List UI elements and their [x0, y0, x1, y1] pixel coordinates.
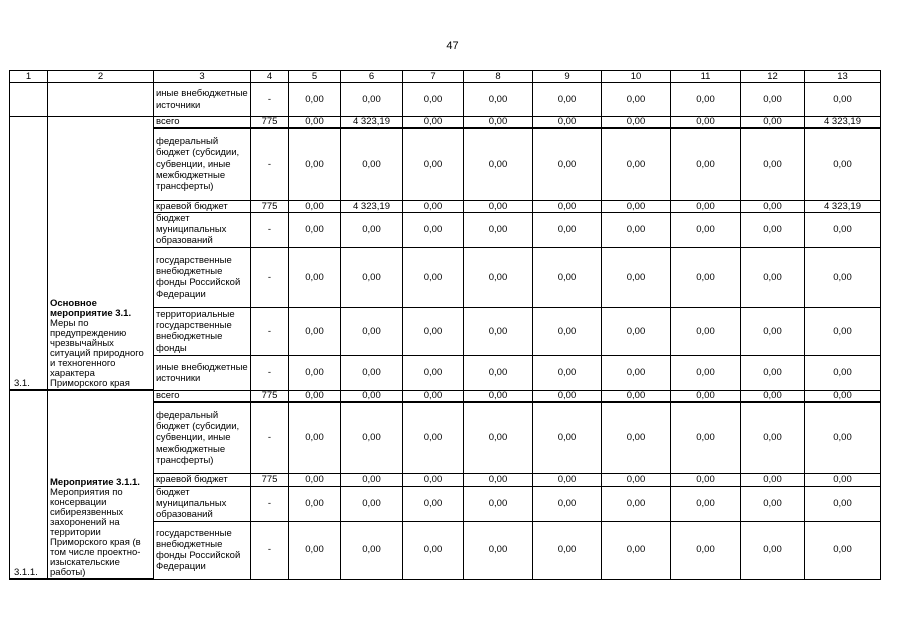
amount-cell: 0,00: [403, 390, 464, 402]
group-description: Мероприятия по консервации сибиреязвенных захоронений на территории Приморского края (в том числе проектно-изыскательские работы): [50, 487, 141, 579]
group-title: Мероприятие 3.1.1.: [50, 477, 140, 489]
amount-cell: 0,00: [341, 247, 403, 307]
amount-cell: 0,00: [403, 128, 464, 200]
amount-cell: 0,00: [289, 117, 341, 129]
amount-cell: 0,00: [671, 212, 741, 247]
amount-cell: 4 323,19: [341, 200, 403, 212]
budget-code: 775: [251, 474, 289, 486]
amount-cell: 0,00: [289, 247, 341, 307]
amount-cell: 0,00: [533, 307, 602, 355]
amount-cell: 0,00: [602, 474, 671, 486]
column-header: 1: [10, 71, 48, 83]
column-header: 11: [671, 71, 741, 83]
amount-cell: 0,00: [341, 83, 403, 117]
budget-code: -: [251, 355, 289, 390]
budget-code: -: [251, 307, 289, 355]
amount-cell: 0,00: [289, 355, 341, 390]
amount-cell: 0,00: [341, 486, 403, 521]
amount-cell: 0,00: [403, 355, 464, 390]
column-header: 12: [741, 71, 805, 83]
amount-cell: 0,00: [805, 486, 881, 521]
amount-cell: 0,00: [341, 474, 403, 486]
budget-code: -: [251, 521, 289, 579]
amount-cell: 0,00: [289, 307, 341, 355]
group-description: Меры по предупреждению чрезвычайных ситуаций природного и техногенного характера Приморского края: [50, 318, 144, 390]
group-name-cell: [48, 117, 154, 391]
amount-cell: 0,00: [289, 474, 341, 486]
column-header: 13: [805, 71, 881, 83]
column-header: 6: [341, 71, 403, 83]
amount-cell: 0,00: [403, 474, 464, 486]
amount-cell: 0,00: [289, 486, 341, 521]
amount-cell: 0,00: [533, 83, 602, 117]
amount-cell: 0,00: [403, 212, 464, 247]
funding-source: федеральный бюджет (субсидии, субвенции, иные межбюджетные трансферты): [154, 128, 251, 200]
amount-cell: 0,00: [805, 355, 881, 390]
budget-code: -: [251, 212, 289, 247]
funding-source: территориальные государственные внебюджетные фонды: [154, 307, 251, 355]
column-header: 3: [154, 71, 251, 83]
amount-cell: 0,00: [741, 486, 805, 521]
column-header: 5: [289, 71, 341, 83]
amount-cell: 0,00: [602, 521, 671, 579]
amount-cell: 0,00: [671, 390, 741, 402]
column-header: 7: [403, 71, 464, 83]
amount-cell: 0,00: [602, 117, 671, 129]
amount-cell: 0,00: [602, 486, 671, 521]
amount-cell: 0,00: [805, 307, 881, 355]
funding-source: государственные внебюджетные фонды Российской Федерации: [154, 521, 251, 579]
amount-cell: 0,00: [341, 355, 403, 390]
column-header: 2: [48, 71, 154, 83]
funding-source: федеральный бюджет (субсидии, субвенции, иные межбюджетные трансферты): [154, 402, 251, 474]
amount-cell: 0,00: [741, 355, 805, 390]
number-cell: [10, 83, 48, 117]
amount-cell: 0,00: [805, 390, 881, 402]
table-row: [10, 390, 881, 402]
amount-cell: 0,00: [464, 83, 533, 117]
amount-cell: 0,00: [464, 128, 533, 200]
amount-cell: 0,00: [464, 247, 533, 307]
amount-cell: 0,00: [602, 402, 671, 474]
amount-cell: 0,00: [533, 117, 602, 129]
amount-cell: 0,00: [602, 83, 671, 117]
amount-cell: 0,00: [671, 474, 741, 486]
column-header: 9: [533, 71, 602, 83]
amount-cell: 0,00: [533, 521, 602, 579]
funding-source: всего: [154, 117, 251, 129]
budget-code: 775: [251, 117, 289, 129]
amount-cell: 0,00: [805, 402, 881, 474]
amount-cell: 0,00: [341, 128, 403, 200]
funding-source: краевой бюджет: [154, 200, 251, 212]
amount-cell: 0,00: [671, 128, 741, 200]
amount-cell: 0,00: [602, 247, 671, 307]
funding-source: всего: [154, 390, 251, 402]
amount-cell: 0,00: [403, 307, 464, 355]
column-header: 4: [251, 71, 289, 83]
amount-cell: 0,00: [464, 390, 533, 402]
amount-cell: 0,00: [741, 247, 805, 307]
amount-cell: 0,00: [289, 390, 341, 402]
amount-cell: 0,00: [741, 474, 805, 486]
amount-cell: 0,00: [464, 521, 533, 579]
amount-cell: 0,00: [741, 212, 805, 247]
group-title: Основное мероприятие 3.1.: [50, 298, 132, 320]
amount-cell: 0,00: [602, 307, 671, 355]
amount-cell: 0,00: [403, 83, 464, 117]
amount-cell: 0,00: [741, 200, 805, 212]
amount-cell: 0,00: [602, 128, 671, 200]
amount-cell: 0,00: [671, 247, 741, 307]
amount-cell: 0,00: [464, 355, 533, 390]
amount-cell: 0,00: [464, 307, 533, 355]
amount-cell: 0,00: [671, 307, 741, 355]
amount-cell: 0,00: [464, 117, 533, 129]
amount-cell: 0,00: [805, 247, 881, 307]
amount-cell: 0,00: [741, 83, 805, 117]
budget-code: 775: [251, 200, 289, 212]
budget-code: -: [251, 486, 289, 521]
funding-source: бюджет муниципальных образований: [154, 212, 251, 247]
amount-cell: 0,00: [403, 247, 464, 307]
amount-cell: 0,00: [805, 83, 881, 117]
amount-cell: 0,00: [403, 521, 464, 579]
amount-cell: 0,00: [403, 402, 464, 474]
amount-cell: 0,00: [403, 486, 464, 521]
amount-cell: 0,00: [602, 390, 671, 402]
amount-cell: 0,00: [533, 247, 602, 307]
amount-cell: 0,00: [341, 402, 403, 474]
amount-cell: 0,00: [289, 200, 341, 212]
group-number: 3.1.1.: [10, 390, 48, 579]
funding-source: иные внебюджетные источники: [154, 83, 251, 117]
amount-cell: 0,00: [533, 474, 602, 486]
amount-cell: 0,00: [464, 486, 533, 521]
amount-cell: 0,00: [464, 402, 533, 474]
table-header-row: [10, 71, 881, 83]
amount-cell: 0,00: [741, 128, 805, 200]
amount-cell: 4 323,19: [805, 200, 881, 212]
amount-cell: 0,00: [741, 307, 805, 355]
amount-cell: 0,00: [741, 521, 805, 579]
column-header: 10: [602, 71, 671, 83]
group-number: 3.1.: [10, 117, 48, 391]
budget-code: -: [251, 83, 289, 117]
funding-source: иные внебюджетные источники: [154, 355, 251, 390]
funding-source: краевой бюджет: [154, 474, 251, 486]
amount-cell: 0,00: [671, 521, 741, 579]
budget-code: -: [251, 247, 289, 307]
amount-cell: 0,00: [403, 200, 464, 212]
amount-cell: 0,00: [671, 200, 741, 212]
amount-cell: 0,00: [341, 390, 403, 402]
budget-code: -: [251, 128, 289, 200]
amount-cell: 0,00: [805, 521, 881, 579]
amount-cell: 0,00: [671, 355, 741, 390]
amount-cell: 0,00: [533, 200, 602, 212]
amount-cell: 0,00: [533, 390, 602, 402]
amount-cell: 0,00: [671, 486, 741, 521]
amount-cell: 0,00: [602, 200, 671, 212]
amount-cell: 0,00: [464, 474, 533, 486]
amount-cell: 0,00: [341, 212, 403, 247]
group-name-cell: [48, 390, 154, 579]
amount-cell: 0,00: [289, 402, 341, 474]
funding-source: бюджет муниципальных образований: [154, 486, 251, 521]
amount-cell: 0,00: [741, 402, 805, 474]
amount-cell: 0,00: [341, 521, 403, 579]
amount-cell: 4 323,19: [341, 117, 403, 129]
amount-cell: 0,00: [533, 128, 602, 200]
amount-cell: 0,00: [671, 402, 741, 474]
table-row: [10, 117, 881, 129]
amount-cell: 0,00: [805, 212, 881, 247]
amount-cell: 0,00: [533, 402, 602, 474]
amount-cell: 0,00: [533, 355, 602, 390]
budget-code: -: [251, 402, 289, 474]
amount-cell: 0,00: [289, 521, 341, 579]
amount-cell: 0,00: [805, 128, 881, 200]
table-row: [10, 83, 881, 117]
amount-cell: 0,00: [289, 128, 341, 200]
amount-cell: 0,00: [805, 474, 881, 486]
amount-cell: 0,00: [741, 117, 805, 129]
amount-cell: 0,00: [602, 355, 671, 390]
amount-cell: 0,00: [403, 117, 464, 129]
amount-cell: 4 323,19: [805, 117, 881, 129]
amount-cell: 0,00: [289, 212, 341, 247]
amount-cell: 0,00: [464, 200, 533, 212]
funding-source: государственные внебюджетные фонды Российской Федерации: [154, 247, 251, 307]
page-number: 47: [446, 40, 459, 52]
amount-cell: 0,00: [533, 212, 602, 247]
amount-cell: 0,00: [741, 390, 805, 402]
amount-cell: 0,00: [671, 117, 741, 129]
amount-cell: 0,00: [341, 307, 403, 355]
budget-table: [9, 70, 881, 580]
budget-code: 775: [251, 390, 289, 402]
amount-cell: 0,00: [464, 212, 533, 247]
amount-cell: 0,00: [602, 212, 671, 247]
column-header: 8: [464, 71, 533, 83]
amount-cell: 0,00: [671, 83, 741, 117]
name-cell: [48, 83, 154, 117]
amount-cell: 0,00: [533, 486, 602, 521]
amount-cell: 0,00: [289, 83, 341, 117]
